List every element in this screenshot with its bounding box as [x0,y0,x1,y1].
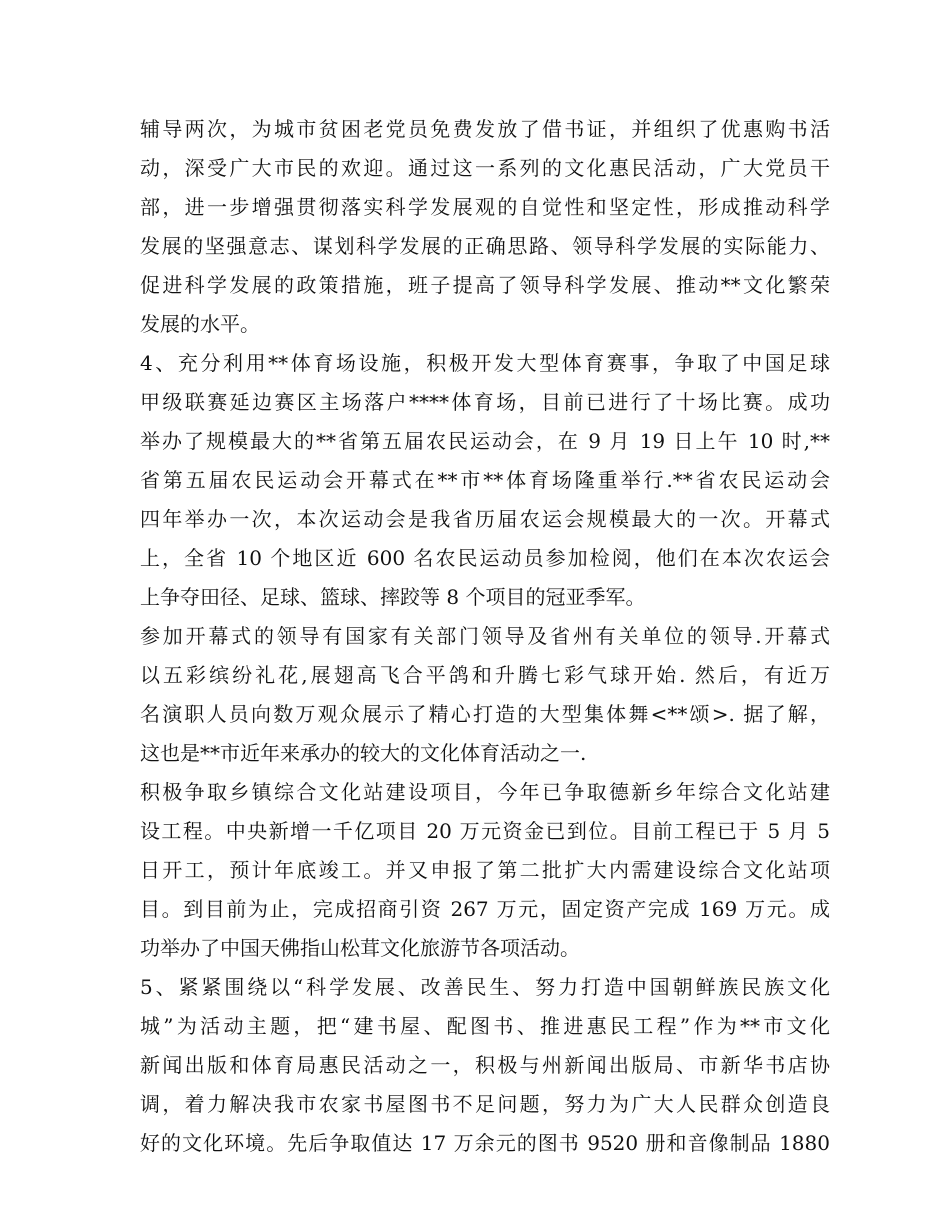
text-line: 参加开幕式的领导有国家有关部门领导及省州有关单位的领导.开幕式 [140,624,830,648]
text-line: 动，深受广大市民的欢迎。通过这一系列的文化惠民活动，广大党员干 [140,156,830,180]
text-line: 促进科学发展的政策措施，班子提高了领导科学发展、推动**文化繁荣 [140,273,830,297]
text-line: 辅导两次，为城市贫困老党员免费发放了借书证，并组织了优惠购书活 [140,117,830,141]
text-line: 这也是**市近年来承办的较大的文化体育活动之一. [140,741,587,765]
text-line: 甲级联赛延边赛区主场落户****体育场，目前已进行了十场比赛。成功 [140,390,830,414]
text-line: 功举办了中国天佛指山松茸文化旅游节各项活动。 [140,936,580,960]
text-line: 举办了规模最大的**省第五届农民运动会，在 9 月 19 日上午 10 时,** [140,429,830,453]
text-line: 新闻出版和体育局惠民活动之一，积极与州新闻出版局、市新华书店协 [140,1053,830,1077]
text-line: 日开工，预计年底竣工。并又申报了第二批扩大内需建设综合文化站项 [140,858,830,882]
text-line: 设工程。中央新增一千亿项目 20 万元资金已到位。目前工程已于 5 月 5 [140,819,830,843]
text-line: 4、充分利用**体育场设施，积极开发大型体育赛事，争取了中国足球 [140,351,830,375]
text-line: 发展的坚强意志、谋划科学发展的正确思路、领导科学发展的实际能力、 [140,234,830,258]
text-line: 省第五届农民运动会开幕式在**市**体育场隆重举行.**省农民运动会 [140,468,830,492]
text-line: 四年举办一次，本次运动会是我省历届农运会规模最大的一次。开幕式 [140,507,830,531]
text-line: 目。到目前为止，完成招商引资 267 万元，固定资产完成 169 万元。成 [140,897,830,921]
text-line: 部，进一步增强贯彻落实科学发展观的自觉性和坚定性，形成推动科学 [140,195,830,219]
text-line: 调，着力解决我市农家书屋图书不足问题，努力为广大人民群众创造良 [140,1092,830,1116]
text-line: 好的文化环境。先后争取值达 17 万余元的图书 9520 册和音像制品 1880 [140,1131,830,1155]
document-body [140,110,830,1163]
text-line: 5、紧紧围绕以“科学发展、改善民生、努力打造中国朝鲜族民族文化 [140,975,830,999]
text-line: 以五彩缤纷礼花,展翅高飞合平鸽和升腾七彩气球开始. 然后，有近万 [140,663,830,687]
text-line: 上争夺田径、足球、篮球、摔跤等 8 个项目的冠亚季军。 [140,585,646,609]
text-line: 发展的水平。 [140,312,260,336]
text-line: 城”为活动主题，把“建书屋、配图书、推进惠民工程”作为**市文化 [140,1014,830,1038]
text-line: 积极争取乡镇综合文化站建设项目，今年已争取德新乡年综合文化站建 [140,780,830,804]
text-line: 上，全省 10 个地区近 600 名农民运动员参加检阅，他们在本次农运会 [140,546,830,570]
text-line: 名演职人员向数万观众展示了精心打造的大型集体舞<**颂>. 据了解， [140,702,830,726]
